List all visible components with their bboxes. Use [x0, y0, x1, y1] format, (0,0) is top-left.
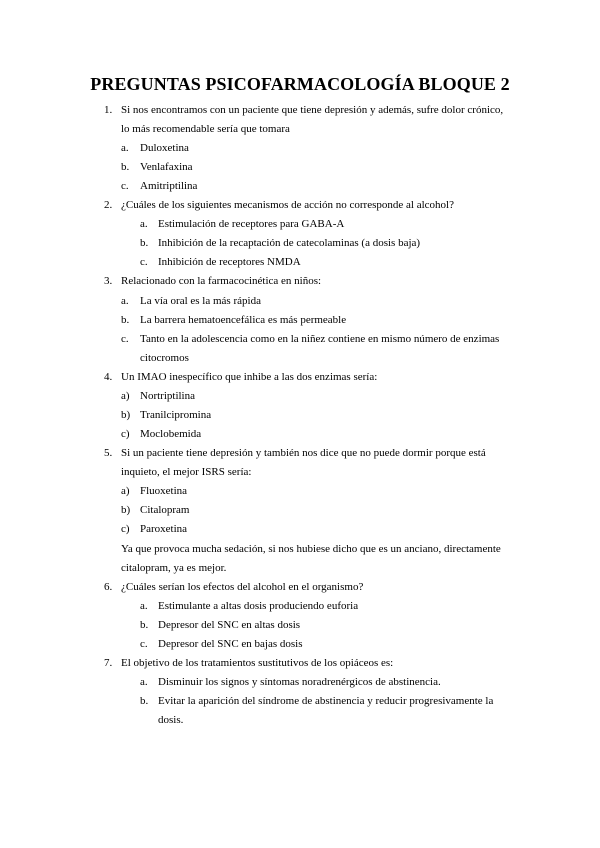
- q1-option-b: Venlafaxina: [140, 161, 193, 173]
- q2-option-a-marker: a.: [140, 218, 148, 230]
- q6-option-c: Depresor del SNC en bajas dosis: [158, 638, 303, 650]
- q4-option-b: Tranilcipromina: [140, 409, 212, 421]
- q4-option-a: Nortriptilina: [140, 390, 195, 402]
- q7-option-b: Evitar la aparición del síndrome de abstinencia y reducir progresivamente la: [158, 695, 494, 707]
- question-5-note: Ya que provoca mucha sedación, si nos hubiese dicho que es un anciano, directamente: [121, 543, 501, 555]
- q3-option-a: La vía oral es la más rápida: [140, 295, 261, 307]
- question-5-text-cont: inquieto, el mejor ISRS sería:: [121, 466, 252, 478]
- question-2-text: ¿Cuáles de los siguientes mecanismos de acción no corresponde al alcohol?: [121, 199, 454, 211]
- q4-option-c-marker: c): [121, 428, 130, 440]
- question-1-number: 1.: [104, 104, 113, 116]
- question-1-text: Si nos encontramos con un paciente que tiene depresión y además, sufre dolor crónico,: [121, 104, 504, 116]
- question-2-number: 2.: [104, 199, 113, 211]
- q3-option-c: Tanto en la adolescencia como en la niñez contiene en mismo número de enzimas: [140, 333, 500, 345]
- question-6-number: 6.: [104, 581, 113, 593]
- q1-option-c-marker: c.: [121, 180, 129, 192]
- q6-option-b-marker: b.: [140, 619, 149, 631]
- q3-option-b: La barrera hematoencefálica es más permeable: [140, 314, 347, 326]
- q5-option-b: Citalopram: [140, 504, 190, 516]
- q1-option-a: Duloxetina: [140, 142, 189, 154]
- q4-option-b-marker: b): [121, 409, 131, 421]
- question-7-text: El objetivo de los tratamientos sustitutivos de los opiáceos es:: [121, 657, 394, 669]
- question-3-text: Relacionado con la farmacocinética en niños:: [121, 275, 322, 287]
- q2-option-c-marker: c.: [140, 256, 148, 268]
- q5-option-c: Paroxetina: [140, 523, 188, 535]
- question-3-number: 3.: [104, 275, 113, 287]
- question-6-text: ¿Cuáles serían los efectos del alcohol en el organismo?: [121, 581, 364, 593]
- q2-option-a: Estimulación de receptores para GABA-A: [158, 218, 345, 230]
- question-1-text-cont: lo más recomendable sería que tomara: [121, 123, 290, 135]
- q2-option-b: Inhibición de la recaptación de catecolaminas (a dosis baja): [158, 237, 421, 249]
- q7-option-a-marker: a.: [140, 676, 148, 688]
- q7-option-b-cont: dosis.: [158, 714, 184, 726]
- q5-option-c-marker: c): [121, 523, 130, 535]
- question-4-number: 4.: [104, 371, 113, 383]
- q6-option-b: Depresor del SNC en altas dosis: [158, 619, 301, 631]
- q1-option-b-marker: b.: [121, 161, 130, 173]
- q3-option-c-marker: c.: [121, 333, 129, 345]
- q5-option-a: Fluoxetina: [140, 485, 188, 497]
- q7-option-b-marker: b.: [140, 695, 149, 707]
- question-4-text: Un IMAO inespecífico que inhibe a las dos enzimas sería:: [121, 371, 378, 383]
- question-7-number: 7.: [104, 657, 113, 669]
- q7-option-a: Disminuir los signos y síntomas noradrenérgicos de abstinencia.: [158, 676, 441, 688]
- q6-option-c-marker: c.: [140, 638, 148, 650]
- q3-option-c-cont: citocromos: [140, 352, 189, 364]
- q6-option-a-marker: a.: [140, 600, 148, 612]
- q1-option-a-marker: a.: [121, 142, 129, 154]
- q3-option-b-marker: b.: [121, 314, 130, 326]
- q4-option-c: Moclobemida: [140, 428, 202, 440]
- q3-option-a-marker: a.: [121, 295, 129, 307]
- page-title: PREGUNTAS PSICOFARMACOLOGÍA BLOQUE 2: [90, 74, 510, 94]
- q1-option-c: Amitriptilina: [140, 180, 198, 192]
- q2-option-b-marker: b.: [140, 237, 149, 249]
- q5-option-b-marker: b): [121, 504, 131, 516]
- q2-option-c: Inhibición de receptores NMDA: [158, 256, 301, 268]
- q5-option-a-marker: a): [121, 485, 130, 497]
- q6-option-a: Estimulante a altas dosis produciendo euforia: [158, 600, 359, 612]
- question-5-note-cont: citalopram, ya es mejor.: [121, 562, 227, 574]
- question-5-number: 5.: [104, 447, 113, 459]
- q4-option-a-marker: a): [121, 390, 130, 402]
- question-5-text: Si un paciente tiene depresión y también nos dice que no puede dormir porque está: [121, 447, 486, 459]
